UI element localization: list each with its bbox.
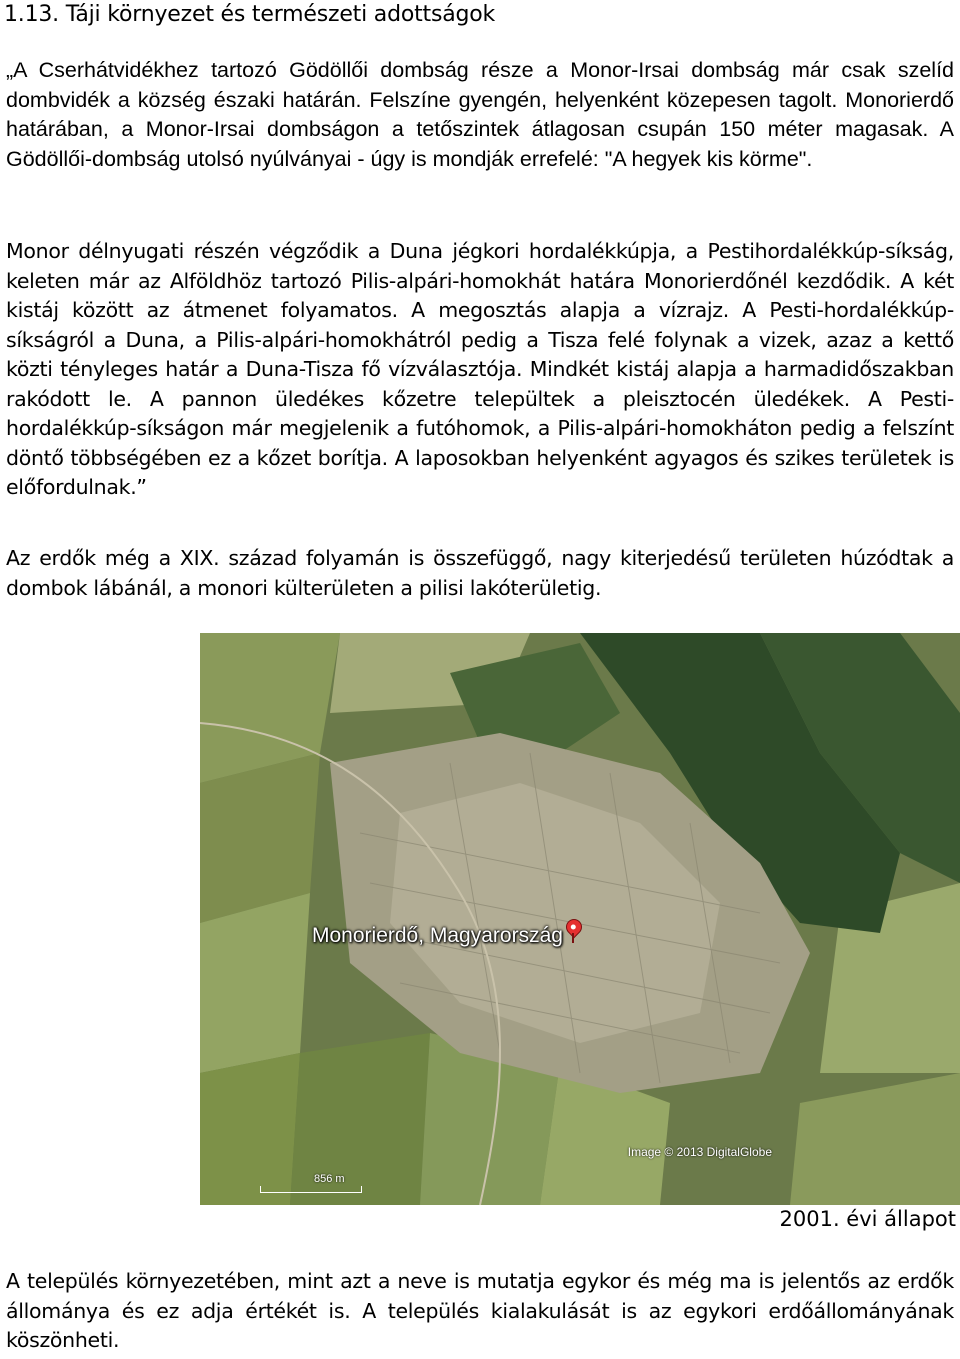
map-scale-bar: [260, 1186, 362, 1193]
map-copyright: Image © 2013 DigitalGlobe: [627, 1145, 772, 1159]
satellite-imagery: [200, 633, 960, 1205]
map-caption: 2001. évi állapot: [779, 1207, 956, 1231]
map-scale-label: 856 m: [314, 1173, 345, 1185]
section-heading: 1.13. Táji környezet és természeti adottságok: [4, 2, 496, 27]
satellite-map-image: [200, 633, 960, 1205]
paragraph-closing: A település környezetében, mint azt a neve is mutatja egykor és még ma is jelentős az erdők állománya és ez adja értékét is. A település kialakulását is az egykori erdőállományának köszönheti.: [6, 1269, 954, 1352]
paragraph-geology: Monor délnyugati részén végződik a Duna jégkori hordalékkúpja, a Pestihordalékkúp-síkság, keleten már az Alföldhöz tartozó Pilis-alpári-homokhát határa Monorierdőnél kezdődik. A két kistáj között az átmenet folyamatos. A megosztás alapja a vízrajz. A Pesti-hordalékkúp-síkságról a Duna, a Pilis-alpári-homokhátról pedig a Tisza felé folynak a vizek, azaz a kettő közti tényleges határ a Duna-Tisza fő vízválasztója. Mindkét kistáj alapja a harmadidőszakban rakódott le. A pannon üledékes kőzetre települtek a pleisztocén üledékek. A Pesti-hordalékkúp-síkságon már megjelenik a futóhomok, a Pilis-alpári-homokháton pedig a felszínt döntő többségében ez a kőzet borítja. A laposokban helyenként agyagos és szikes területek is előfordulnak.”: [6, 239, 954, 499]
paragraph-forests: Az erdők még a XIX. század folyamán is összefüggő, nagy kiterjedésű területen húzódtak a dombok lábánál, a monori külterületen a pilisi lakóterületig.: [6, 546, 954, 600]
location-pin-stem: [572, 933, 574, 943]
map-place-label: Monorierdő, Magyarország: [312, 924, 563, 947]
paragraph-intro: „A Cserhátvidékhez tartozó Gödöllői dombság része a Monor-Irsai dombság már csak szelíd dombvidék a község északi határán. Felszíne gyengén, helyenként közepesen tagolt. Monorierdő határában, a Monor-Irsai dombságon a tetőszintek átlagosan csupán 150 méter magasak. A Gödöllői-dombság utolsó nyúlványai - úgy is mondják errefelé: "A hegyek kis körme".: [6, 58, 954, 171]
